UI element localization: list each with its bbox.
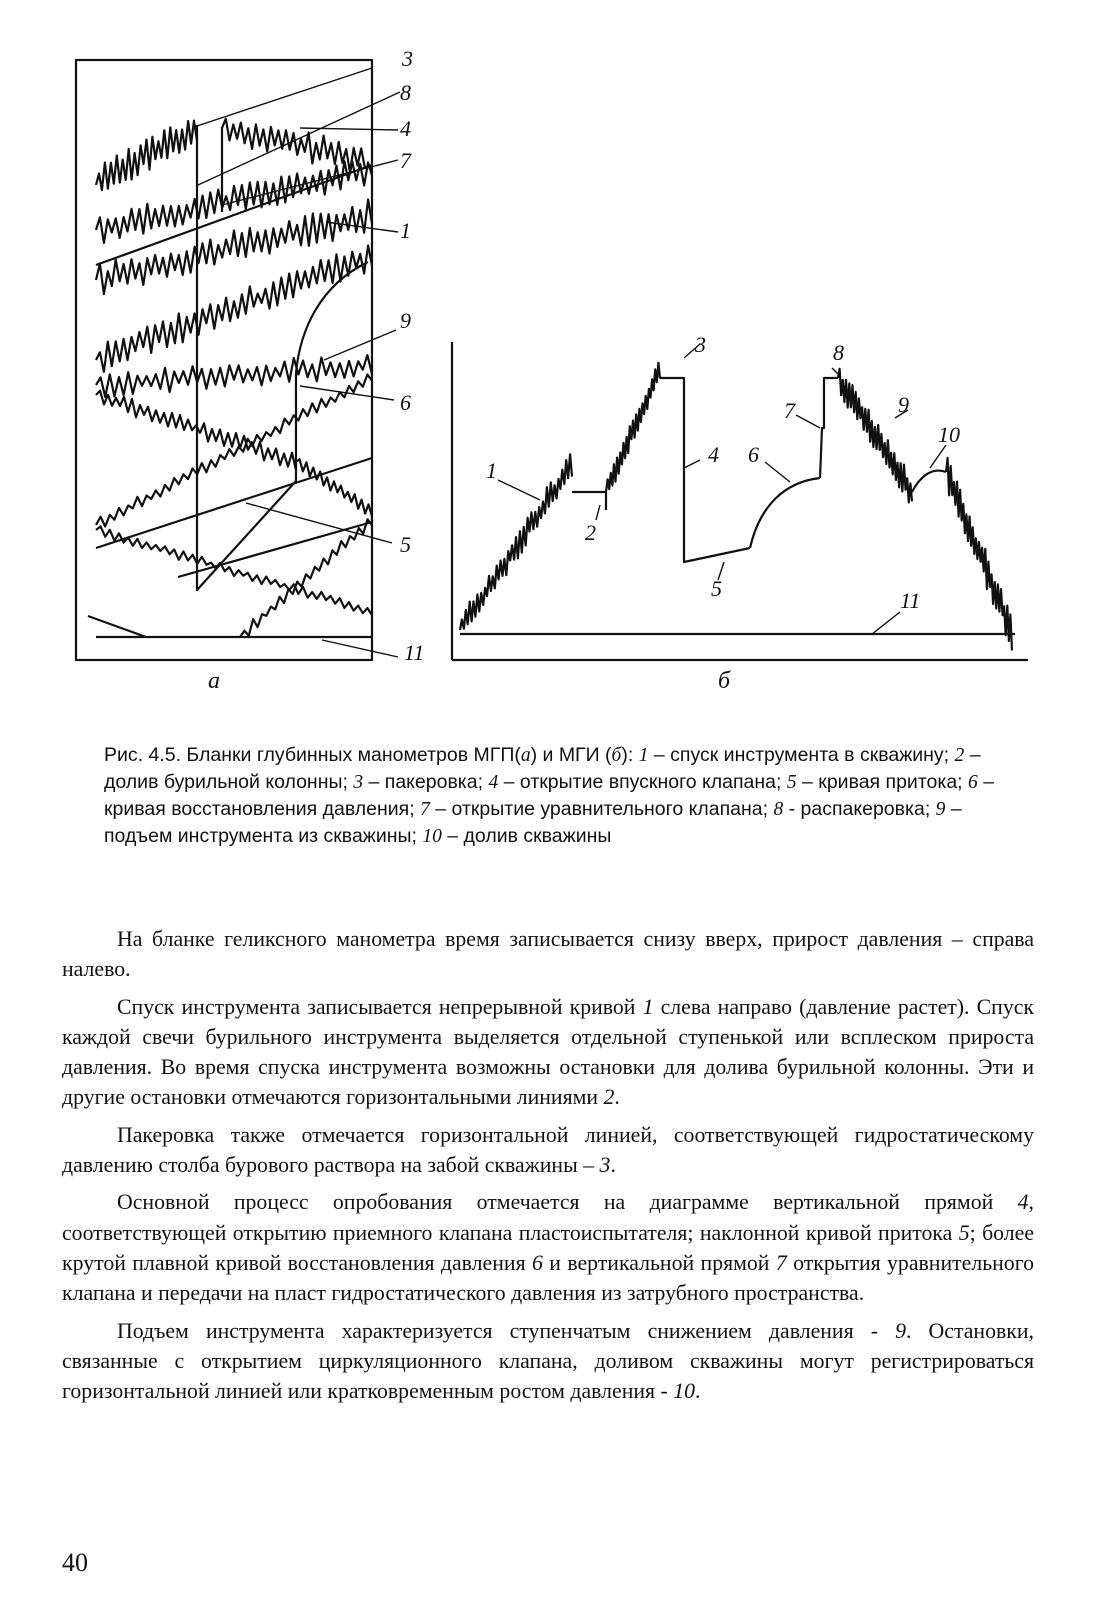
- figure-svg: [0, 0, 1113, 720]
- panel-a-label-11: 11: [404, 640, 425, 665]
- panel-a-label-8: 8: [400, 80, 411, 105]
- panel-b-label-9: 9: [898, 392, 909, 417]
- panel-b-label-6: 6: [748, 442, 759, 467]
- caption-mid: ) и МГИ (: [530, 744, 612, 766]
- panel-a-label-9: 9: [400, 308, 411, 333]
- panel-b-label-10: 10: [938, 422, 960, 447]
- panel-b-label-4: 4: [708, 442, 719, 467]
- panel-a-labels: [400, 46, 424, 665]
- figure-4-5: [0, 0, 1113, 720]
- panel-b-label-11: 11: [900, 588, 921, 613]
- panel-b-curve-9: [838, 369, 912, 503]
- panel-b-curve-rise-2: [606, 363, 660, 492]
- panel-a-letter: а: [208, 668, 220, 694]
- panel-a-label-7: 7: [400, 148, 411, 173]
- panel-b-step-2: [572, 492, 606, 510]
- panel-b-label-3: 3: [695, 332, 706, 357]
- panel-b-label-2: 2: [585, 520, 596, 545]
- caption-suffix: ):: [621, 744, 634, 766]
- panel-b-label-1: 1: [486, 458, 497, 483]
- caption-item-10: 10 – долив скважины: [422, 825, 612, 847]
- caption-item-3: 3 – пакеровка;: [353, 771, 484, 793]
- panel-a-label-3: 3: [402, 46, 413, 71]
- paragraph-3: Пакеровка также отмечается горизонтальной линией, соответствующей гидростатическому давлению столба бурового раствора на забой скважины – 3.: [62, 1122, 1034, 1178]
- panel-a-diagonal-4: [88, 616, 146, 637]
- panel-b-curve-fall: [946, 458, 1012, 651]
- panel-a-label-6: 6: [400, 390, 411, 415]
- panel-a-zigzag-9: [96, 526, 372, 615]
- paragraph-5: Подъем инструмента характеризуется ступенчатым снижением давления - 9. Остановки, связанные с открытием циркуляционного клапана, доливом скважины могут регистрироваться горизонтальной линией или кратковременным ростом давления - 10.: [62, 1318, 1034, 1404]
- panel-a-zigzag-10: [240, 519, 372, 637]
- caption-prefix: Рис. 4.5. Бланки глубинных манометров МГП(: [104, 744, 521, 766]
- paragraph-2: Спуск инструмента записывается непрерывной кривой 1 слева направо (давление растет). Спуск каждой свечи бурильного инструмента выделяется отдельной ступенькой или всплеском прироста давления. Во время спуска инструмента возможны остановки для долива бурильной колонны. Эти и другие остановки отмечаются горизонтальными линиями 2.: [62, 994, 1034, 1110]
- panel-a-label-1: 1: [400, 218, 411, 243]
- panel-b-curve-10: [912, 471, 946, 492]
- caption-item-6: 6 – кривая восстановления давления;: [104, 771, 995, 820]
- panel-a-label-5: 5: [400, 532, 411, 557]
- caption-item-1: 1 – спуск инструмента в скважину;: [638, 744, 950, 766]
- figure-caption: [104, 742, 1034, 850]
- paragraph-4: Основной процесс опробования отмечается на диаграмме вертикальной прямой 4, соответствующей открытию приемного клапана пластоиспытателя; наклонной кривой притока 5; более крутой плавной кривой восстановления давления 6 и вертикальной прямой 7 открытия уравнительного клапана и передачи на пласт гидростатического давления из затрубного пространства.: [62, 1190, 1035, 1306]
- caption-item-8: 8 - распакеровка;: [773, 798, 931, 820]
- panel-b-label-5: 5: [711, 576, 722, 601]
- panel-a-zigzag-7: [296, 459, 372, 516]
- panel-b-lines-3-4-5: [660, 378, 750, 562]
- panel-a-zigzag-4: [96, 246, 372, 372]
- panel-a-label-4: 4: [400, 116, 411, 141]
- caption-item-5: 5 – кривая притока;: [786, 771, 963, 793]
- paragraph-1: На бланке геликсного манометра время записывается снизу вверх, прирост давления – справа налево.: [62, 927, 1034, 982]
- panel-b-letter: б: [718, 668, 731, 694]
- panel-b-label-7: 7: [784, 398, 795, 423]
- caption-item-2: 2 – долив бурильной колонны;: [104, 744, 981, 793]
- caption-item-4: 4 – открытие впускного клапана;: [488, 771, 782, 793]
- panel-b-leaders: [498, 344, 946, 634]
- page-number: 40: [62, 1548, 88, 1577]
- caption-b: б: [611, 745, 622, 766]
- panel-b-curve-1: [460, 454, 572, 630]
- panel-b-labels: [486, 332, 960, 613]
- body-text: [62, 924, 1034, 1413]
- panel-b-curve-6: [750, 478, 820, 548]
- panel-b-lines-7-8: [820, 378, 838, 478]
- caption-item-7: 7 – открытие уравнительного клапана;: [420, 798, 769, 820]
- caption-a: а: [520, 745, 531, 766]
- panel-b-label-8: 8: [833, 340, 844, 365]
- caption-item-9: 9 – подъем инструмента из скважины;: [104, 798, 962, 847]
